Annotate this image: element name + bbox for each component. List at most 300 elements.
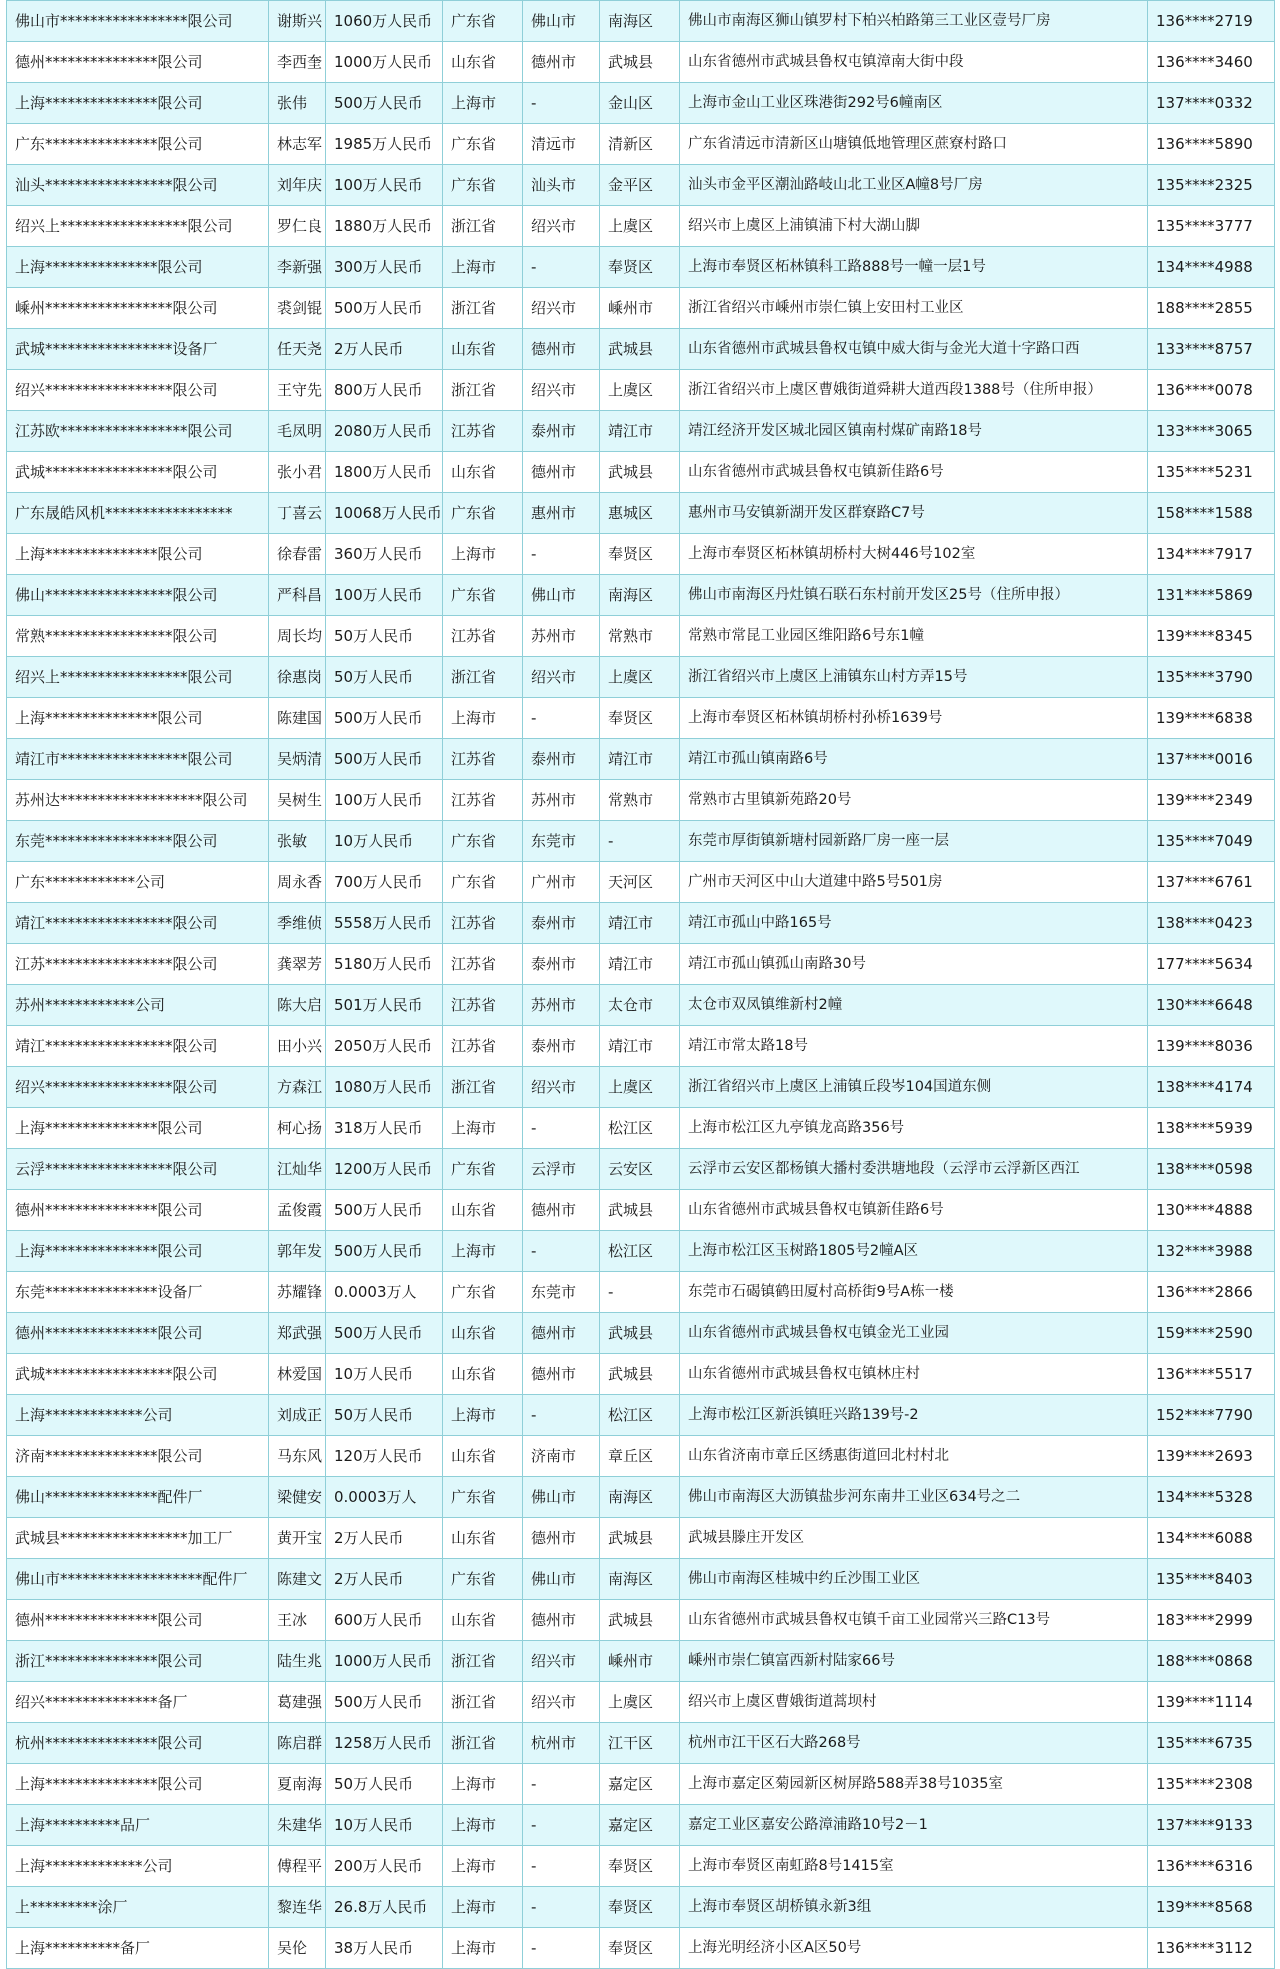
province-cell: 江苏省 bbox=[443, 985, 523, 1026]
province-cell: 山东省 bbox=[443, 1436, 523, 1477]
capital-cell: 100万人民币 bbox=[326, 575, 443, 616]
table-row bbox=[7, 1067, 1275, 1108]
table-row bbox=[7, 862, 1275, 903]
address-cell: 浙江省绍兴市嵊州市崇仁镇上安田村工业区 bbox=[680, 288, 1148, 329]
address-cell: 上海市奉贤区胡桥镇永新3组 bbox=[680, 1887, 1148, 1928]
city-cell: 东莞市 bbox=[523, 821, 600, 862]
table-row bbox=[7, 657, 1275, 698]
table-row bbox=[7, 1764, 1275, 1805]
province-cell: 广东省 bbox=[443, 575, 523, 616]
province-cell: 浙江省 bbox=[443, 1682, 523, 1723]
address-cell: 上海市松江区玉树路1805号2幢A区 bbox=[680, 1231, 1148, 1272]
capital-cell: 700万人民币 bbox=[326, 862, 443, 903]
legal-rep-cell: 夏南海 bbox=[269, 1764, 326, 1805]
capital-cell: 50万人民币 bbox=[326, 1764, 443, 1805]
district-cell: 奉贤区 bbox=[600, 1846, 680, 1887]
province-cell: 广东省 bbox=[443, 821, 523, 862]
legal-rep-cell: 方森江 bbox=[269, 1067, 326, 1108]
phone-cell: 137****0016 bbox=[1148, 739, 1275, 780]
district-cell: 武城县 bbox=[600, 329, 680, 370]
phone-cell: 188****0868 bbox=[1148, 1641, 1275, 1682]
province-cell: 上海市 bbox=[443, 1928, 523, 1969]
district-cell: 南海区 bbox=[600, 575, 680, 616]
legal-rep-cell: 周长均 bbox=[269, 616, 326, 657]
district-cell: 靖江市 bbox=[600, 411, 680, 452]
phone-cell: 152****7790 bbox=[1148, 1395, 1275, 1436]
company-cell: 苏州达*******************限公司 bbox=[7, 780, 269, 821]
province-cell: 浙江省 bbox=[443, 206, 523, 247]
province-cell: 广东省 bbox=[443, 165, 523, 206]
province-cell: 广东省 bbox=[443, 862, 523, 903]
table-row bbox=[7, 452, 1275, 493]
company-cell: 佛山市*******************配件厂 bbox=[7, 1559, 269, 1600]
province-cell: 浙江省 bbox=[443, 370, 523, 411]
city-cell: 泰州市 bbox=[523, 1026, 600, 1067]
company-cell: 佛山***************配件厂 bbox=[7, 1477, 269, 1518]
province-cell: 广东省 bbox=[443, 124, 523, 165]
company-cell: 济南***************限公司 bbox=[7, 1436, 269, 1477]
table-row bbox=[7, 329, 1275, 370]
company-cell: 上海*************公司 bbox=[7, 1395, 269, 1436]
legal-rep-cell: 陈建文 bbox=[269, 1559, 326, 1600]
table-row bbox=[7, 1354, 1275, 1395]
district-cell: 松江区 bbox=[600, 1395, 680, 1436]
phone-cell: 135****3790 bbox=[1148, 657, 1275, 698]
address-cell: 嘉定工业区嘉安公路漳浦路10号2－1 bbox=[680, 1805, 1148, 1846]
legal-rep-cell: 李西奎 bbox=[269, 42, 326, 83]
city-cell: - bbox=[523, 698, 600, 739]
province-cell: 浙江省 bbox=[443, 1641, 523, 1682]
city-cell: 汕头市 bbox=[523, 165, 600, 206]
legal-rep-cell: 孟俊霞 bbox=[269, 1190, 326, 1231]
phone-cell: 177****5634 bbox=[1148, 944, 1275, 985]
table-row bbox=[7, 1, 1275, 42]
district-cell: 嵊州市 bbox=[600, 288, 680, 329]
district-cell: 松江区 bbox=[600, 1231, 680, 1272]
table-row bbox=[7, 903, 1275, 944]
capital-cell: 200万人民币 bbox=[326, 1846, 443, 1887]
province-cell: 上海市 bbox=[443, 1805, 523, 1846]
company-cell: 武城*****************设备厂 bbox=[7, 329, 269, 370]
company-cell: 常熟*****************限公司 bbox=[7, 616, 269, 657]
company-cell: 上*********涂厂 bbox=[7, 1887, 269, 1928]
table-row bbox=[7, 370, 1275, 411]
city-cell: 泰州市 bbox=[523, 411, 600, 452]
province-cell: 广东省 bbox=[443, 1477, 523, 1518]
city-cell: 苏州市 bbox=[523, 616, 600, 657]
address-cell: 佛山市南海区桂城中约丘沙围工业区 bbox=[680, 1559, 1148, 1600]
table-row bbox=[7, 575, 1275, 616]
capital-cell: 318万人民币 bbox=[326, 1108, 443, 1149]
address-cell: 云浮市云安区都杨镇大播村委洪塘地段（云浮市云浮新区西江 bbox=[680, 1149, 1148, 1190]
legal-rep-cell: 谢斯兴 bbox=[269, 1, 326, 42]
address-cell: 靖江经济开发区城北园区镇南村煤矿南路18号 bbox=[680, 411, 1148, 452]
province-cell: 上海市 bbox=[443, 1764, 523, 1805]
phone-cell: 138****0423 bbox=[1148, 903, 1275, 944]
company-cell: 上海***************限公司 bbox=[7, 698, 269, 739]
company-cell: 上海**********品厂 bbox=[7, 1805, 269, 1846]
city-cell: 绍兴市 bbox=[523, 1067, 600, 1108]
company-cell: 上海*************公司 bbox=[7, 1846, 269, 1887]
legal-rep-cell: 徐惠岗 bbox=[269, 657, 326, 698]
legal-rep-cell: 梁健安 bbox=[269, 1477, 326, 1518]
table-row bbox=[7, 206, 1275, 247]
legal-rep-cell: 陈大启 bbox=[269, 985, 326, 1026]
district-cell: 嘉定区 bbox=[600, 1764, 680, 1805]
capital-cell: 600万人民币 bbox=[326, 1600, 443, 1641]
table-row bbox=[7, 1272, 1275, 1313]
province-cell: 上海市 bbox=[443, 1231, 523, 1272]
district-cell: 嵊州市 bbox=[600, 1641, 680, 1682]
address-cell: 常熟市古里镇新苑路20号 bbox=[680, 780, 1148, 821]
phone-cell: 136****6316 bbox=[1148, 1846, 1275, 1887]
city-cell: - bbox=[523, 247, 600, 288]
address-cell: 上海光明经济小区A区50号 bbox=[680, 1928, 1148, 1969]
table-row bbox=[7, 1518, 1275, 1559]
district-cell: 天河区 bbox=[600, 862, 680, 903]
capital-cell: 0.0003万人 bbox=[326, 1477, 443, 1518]
company-table bbox=[6, 0, 1275, 1969]
legal-rep-cell: 吴伦 bbox=[269, 1928, 326, 1969]
address-cell: 浙江省绍兴市上虞区上浦镇丘段岑104国道东侧 bbox=[680, 1067, 1148, 1108]
legal-rep-cell: 郑武强 bbox=[269, 1313, 326, 1354]
address-cell: 浙江省绍兴市上虞区曹娥街道舜耕大道西段1388号（住所申报） bbox=[680, 370, 1148, 411]
phone-cell: 130****6648 bbox=[1148, 985, 1275, 1026]
city-cell: 泰州市 bbox=[523, 903, 600, 944]
phone-cell: 135****2325 bbox=[1148, 165, 1275, 206]
province-cell: 广东省 bbox=[443, 1149, 523, 1190]
capital-cell: 500万人民币 bbox=[326, 1682, 443, 1723]
province-cell: 江苏省 bbox=[443, 780, 523, 821]
capital-cell: 1000万人民币 bbox=[326, 1641, 443, 1682]
phone-cell: 139****6838 bbox=[1148, 698, 1275, 739]
company-cell: 广东晟皓风机***************** bbox=[7, 493, 269, 534]
district-cell: 金山区 bbox=[600, 83, 680, 124]
address-cell: 上海市奉贤区柘林镇科工路888号一幢一层1号 bbox=[680, 247, 1148, 288]
district-cell: 武城县 bbox=[600, 42, 680, 83]
table-row bbox=[7, 247, 1275, 288]
legal-rep-cell: 季维侦 bbox=[269, 903, 326, 944]
legal-rep-cell: 徐春雷 bbox=[269, 534, 326, 575]
company-cell: 武城县*****************加工厂 bbox=[7, 1518, 269, 1559]
legal-rep-cell: 陈建国 bbox=[269, 698, 326, 739]
province-cell: 浙江省 bbox=[443, 288, 523, 329]
capital-cell: 2050万人民币 bbox=[326, 1026, 443, 1067]
company-cell: 嵊州*****************限公司 bbox=[7, 288, 269, 329]
city-cell: 佛山市 bbox=[523, 1477, 600, 1518]
city-cell: 苏州市 bbox=[523, 985, 600, 1026]
district-cell: 靖江市 bbox=[600, 944, 680, 985]
district-cell: 靖江市 bbox=[600, 739, 680, 780]
district-cell: 南海区 bbox=[600, 1477, 680, 1518]
district-cell: - bbox=[600, 1272, 680, 1313]
district-cell: 武城县 bbox=[600, 1354, 680, 1395]
table-row bbox=[7, 1805, 1275, 1846]
district-cell: 云安区 bbox=[600, 1149, 680, 1190]
district-cell: 奉贤区 bbox=[600, 534, 680, 575]
phone-cell: 135****3777 bbox=[1148, 206, 1275, 247]
district-cell: 武城县 bbox=[600, 452, 680, 493]
city-cell: 苏州市 bbox=[523, 780, 600, 821]
address-cell: 山东省济南市章丘区绣惠街道回北村村北 bbox=[680, 1436, 1148, 1477]
phone-cell: 135****2308 bbox=[1148, 1764, 1275, 1805]
address-cell: 上海市金山工业区珠港街292号6幢南区 bbox=[680, 83, 1148, 124]
capital-cell: 500万人民币 bbox=[326, 739, 443, 780]
table-row bbox=[7, 1846, 1275, 1887]
district-cell: 清新区 bbox=[600, 124, 680, 165]
province-cell: 山东省 bbox=[443, 329, 523, 370]
city-cell: 广州市 bbox=[523, 862, 600, 903]
address-cell: 山东省德州市武城县鲁权屯镇漳南大街中段 bbox=[680, 42, 1148, 83]
table-row bbox=[7, 165, 1275, 206]
legal-rep-cell: 张伟 bbox=[269, 83, 326, 124]
table-row bbox=[7, 821, 1275, 862]
district-cell: 太仓市 bbox=[600, 985, 680, 1026]
province-cell: 山东省 bbox=[443, 1518, 523, 1559]
district-cell: 奉贤区 bbox=[600, 1887, 680, 1928]
district-cell: 南海区 bbox=[600, 1559, 680, 1600]
province-cell: 上海市 bbox=[443, 1887, 523, 1928]
legal-rep-cell: 刘年庆 bbox=[269, 165, 326, 206]
legal-rep-cell: 王冰 bbox=[269, 1600, 326, 1641]
province-cell: 上海市 bbox=[443, 1108, 523, 1149]
table-row bbox=[7, 1026, 1275, 1067]
address-cell: 山东省德州市武城县鲁权屯镇千亩工业园常兴三路C13号 bbox=[680, 1600, 1148, 1641]
district-cell: 章丘区 bbox=[600, 1436, 680, 1477]
legal-rep-cell: 裘剑锟 bbox=[269, 288, 326, 329]
company-cell: 上海***************限公司 bbox=[7, 1108, 269, 1149]
address-cell: 山东省德州市武城县鲁权屯镇林庄村 bbox=[680, 1354, 1148, 1395]
address-cell: 靖江市孤山镇孤山南路30号 bbox=[680, 944, 1148, 985]
legal-rep-cell: 张敏 bbox=[269, 821, 326, 862]
legal-rep-cell: 吴炳清 bbox=[269, 739, 326, 780]
company-cell: 德州***************限公司 bbox=[7, 1190, 269, 1231]
company-cell: 杭州***************限公司 bbox=[7, 1723, 269, 1764]
address-cell: 佛山市南海区大沥镇盐步河东南井工业区634号之二 bbox=[680, 1477, 1148, 1518]
district-cell: - bbox=[600, 821, 680, 862]
legal-rep-cell: 黎连华 bbox=[269, 1887, 326, 1928]
company-cell: 东莞***************设备厂 bbox=[7, 1272, 269, 1313]
province-cell: 上海市 bbox=[443, 83, 523, 124]
phone-cell: 133****3065 bbox=[1148, 411, 1275, 452]
capital-cell: 1080万人民币 bbox=[326, 1067, 443, 1108]
table-row bbox=[7, 1313, 1275, 1354]
district-cell: 靖江市 bbox=[600, 903, 680, 944]
city-cell: 东莞市 bbox=[523, 1272, 600, 1313]
capital-cell: 26.8万人民币 bbox=[326, 1887, 443, 1928]
capital-cell: 10万人民币 bbox=[326, 821, 443, 862]
phone-cell: 135****6735 bbox=[1148, 1723, 1275, 1764]
city-cell: 泰州市 bbox=[523, 739, 600, 780]
city-cell: 绍兴市 bbox=[523, 1641, 600, 1682]
company-cell: 广东***************限公司 bbox=[7, 124, 269, 165]
table-row bbox=[7, 1190, 1275, 1231]
phone-cell: 137****9133 bbox=[1148, 1805, 1275, 1846]
address-cell: 杭州市江干区石大路268号 bbox=[680, 1723, 1148, 1764]
province-cell: 广东省 bbox=[443, 493, 523, 534]
address-cell: 惠州市马安镇新湖开发区群寮路C7号 bbox=[680, 493, 1148, 534]
table-row bbox=[7, 124, 1275, 165]
table-row bbox=[7, 1108, 1275, 1149]
province-cell: 上海市 bbox=[443, 1846, 523, 1887]
table-row bbox=[7, 1477, 1275, 1518]
capital-cell: 300万人民币 bbox=[326, 247, 443, 288]
capital-cell: 100万人民币 bbox=[326, 165, 443, 206]
city-cell: 绍兴市 bbox=[523, 370, 600, 411]
address-cell: 嵊州市崇仁镇富西新村陆家66号 bbox=[680, 1641, 1148, 1682]
address-cell: 上海市奉贤区南虹路8号1415室 bbox=[680, 1846, 1148, 1887]
district-cell: 常熟市 bbox=[600, 780, 680, 821]
table-row bbox=[7, 1436, 1275, 1477]
district-cell: 上虞区 bbox=[600, 206, 680, 247]
company-cell: 德州***************限公司 bbox=[7, 1600, 269, 1641]
district-cell: 奉贤区 bbox=[600, 247, 680, 288]
district-cell: 南海区 bbox=[600, 1, 680, 42]
legal-rep-cell: 郭年发 bbox=[269, 1231, 326, 1272]
table-row bbox=[7, 1231, 1275, 1272]
phone-cell: 183****2999 bbox=[1148, 1600, 1275, 1641]
table-row bbox=[7, 1149, 1275, 1190]
province-cell: 江苏省 bbox=[443, 1026, 523, 1067]
company-cell: 广东************公司 bbox=[7, 862, 269, 903]
capital-cell: 0.0003万人 bbox=[326, 1272, 443, 1313]
city-cell: 佛山市 bbox=[523, 1, 600, 42]
address-cell: 浙江省绍兴市上虞区上浦镇东山村方弄15号 bbox=[680, 657, 1148, 698]
capital-cell: 500万人民币 bbox=[326, 83, 443, 124]
district-cell: 常熟市 bbox=[600, 616, 680, 657]
table-row bbox=[7, 1682, 1275, 1723]
address-cell: 太仓市双凤镇维新村2幢 bbox=[680, 985, 1148, 1026]
city-cell: 绍兴市 bbox=[523, 1682, 600, 1723]
legal-rep-cell: 朱建华 bbox=[269, 1805, 326, 1846]
district-cell: 金平区 bbox=[600, 165, 680, 206]
capital-cell: 1200万人民币 bbox=[326, 1149, 443, 1190]
city-cell: 德州市 bbox=[523, 329, 600, 370]
phone-cell: 138****0598 bbox=[1148, 1149, 1275, 1190]
address-cell: 广州市天河区中山大道建中路5号501房 bbox=[680, 862, 1148, 903]
province-cell: 上海市 bbox=[443, 534, 523, 575]
city-cell: 清远市 bbox=[523, 124, 600, 165]
capital-cell: 1258万人民币 bbox=[326, 1723, 443, 1764]
city-cell: 绍兴市 bbox=[523, 288, 600, 329]
legal-rep-cell: 丁喜云 bbox=[269, 493, 326, 534]
address-cell: 绍兴市上虞区上浦镇浦下村大湖山脚 bbox=[680, 206, 1148, 247]
capital-cell: 1800万人民币 bbox=[326, 452, 443, 493]
address-cell: 山东省德州市武城县鲁权屯镇新佳路6号 bbox=[680, 452, 1148, 493]
city-cell: - bbox=[523, 1395, 600, 1436]
capital-cell: 2万人民币 bbox=[326, 1518, 443, 1559]
city-cell: 德州市 bbox=[523, 1600, 600, 1641]
legal-rep-cell: 陆生兆 bbox=[269, 1641, 326, 1682]
province-cell: 江苏省 bbox=[443, 903, 523, 944]
company-cell: 浙江***************限公司 bbox=[7, 1641, 269, 1682]
phone-cell: 136****2866 bbox=[1148, 1272, 1275, 1313]
legal-rep-cell: 林爱国 bbox=[269, 1354, 326, 1395]
capital-cell: 2万人民币 bbox=[326, 329, 443, 370]
phone-cell: 136****5517 bbox=[1148, 1354, 1275, 1395]
city-cell: 德州市 bbox=[523, 1313, 600, 1354]
province-cell: 山东省 bbox=[443, 1190, 523, 1231]
province-cell: 上海市 bbox=[443, 698, 523, 739]
legal-rep-cell: 陈启群 bbox=[269, 1723, 326, 1764]
legal-rep-cell: 张小君 bbox=[269, 452, 326, 493]
company-cell: 东莞*****************限公司 bbox=[7, 821, 269, 862]
province-cell: 山东省 bbox=[443, 1600, 523, 1641]
province-cell: 广东省 bbox=[443, 1272, 523, 1313]
phone-cell: 134****6088 bbox=[1148, 1518, 1275, 1559]
city-cell: 济南市 bbox=[523, 1436, 600, 1477]
company-cell: 上海***************限公司 bbox=[7, 1764, 269, 1805]
district-cell: 松江区 bbox=[600, 1108, 680, 1149]
city-cell: 德州市 bbox=[523, 452, 600, 493]
capital-cell: 500万人民币 bbox=[326, 1313, 443, 1354]
table-row bbox=[7, 411, 1275, 452]
legal-rep-cell: 傅程平 bbox=[269, 1846, 326, 1887]
address-cell: 佛山市南海区狮山镇罗村下柏兴柏路第三工业区壹号厂房 bbox=[680, 1, 1148, 42]
address-cell: 上海市松江区新浜镇旺兴路139号-2 bbox=[680, 1395, 1148, 1436]
phone-cell: 137****6761 bbox=[1148, 862, 1275, 903]
district-cell: 上虞区 bbox=[600, 370, 680, 411]
company-cell: 苏州************公司 bbox=[7, 985, 269, 1026]
province-cell: 广东省 bbox=[443, 1559, 523, 1600]
city-cell: 德州市 bbox=[523, 42, 600, 83]
province-cell: 浙江省 bbox=[443, 657, 523, 698]
phone-cell: 136****3112 bbox=[1148, 1928, 1275, 1969]
table-row bbox=[7, 42, 1275, 83]
table-row bbox=[7, 1559, 1275, 1600]
city-cell: 德州市 bbox=[523, 1518, 600, 1559]
company-cell: 上海**********备厂 bbox=[7, 1928, 269, 1969]
capital-cell: 5180万人民币 bbox=[326, 944, 443, 985]
phone-cell: 133****8757 bbox=[1148, 329, 1275, 370]
legal-rep-cell: 林志军 bbox=[269, 124, 326, 165]
address-cell: 佛山市南海区丹灶镇石联石东村前开发区25号（住所申报） bbox=[680, 575, 1148, 616]
company-cell: 绍兴*****************限公司 bbox=[7, 370, 269, 411]
capital-cell: 2万人民币 bbox=[326, 1559, 443, 1600]
table-row bbox=[7, 1641, 1275, 1682]
city-cell: 惠州市 bbox=[523, 493, 600, 534]
company-cell: 江苏欧*****************限公司 bbox=[7, 411, 269, 452]
city-cell: 绍兴市 bbox=[523, 206, 600, 247]
province-cell: 江苏省 bbox=[443, 739, 523, 780]
address-cell: 常熟市常昆工业园区维阳路6号东1幢 bbox=[680, 616, 1148, 657]
province-cell: 上海市 bbox=[443, 247, 523, 288]
table-row bbox=[7, 944, 1275, 985]
capital-cell: 2080万人民币 bbox=[326, 411, 443, 452]
legal-rep-cell: 周永香 bbox=[269, 862, 326, 903]
capital-cell: 38万人民币 bbox=[326, 1928, 443, 1969]
phone-cell: 136****0078 bbox=[1148, 370, 1275, 411]
legal-rep-cell: 田小兴 bbox=[269, 1026, 326, 1067]
company-cell: 佛山市*****************限公司 bbox=[7, 1, 269, 42]
province-cell: 浙江省 bbox=[443, 1723, 523, 1764]
company-cell: 上海***************限公司 bbox=[7, 1231, 269, 1272]
address-cell: 山东省德州市武城县鲁权屯镇中威大街与金光大道十字路口西 bbox=[680, 329, 1148, 370]
city-cell: 绍兴市 bbox=[523, 657, 600, 698]
table-row bbox=[7, 1928, 1275, 1969]
phone-cell: 136****3460 bbox=[1148, 42, 1275, 83]
company-cell: 靖江*****************限公司 bbox=[7, 903, 269, 944]
district-cell: 上虞区 bbox=[600, 1067, 680, 1108]
table-row bbox=[7, 534, 1275, 575]
province-cell: 广东省 bbox=[443, 1, 523, 42]
phone-cell: 139****8568 bbox=[1148, 1887, 1275, 1928]
district-cell: 江干区 bbox=[600, 1723, 680, 1764]
capital-cell: 1985万人民币 bbox=[326, 124, 443, 165]
capital-cell: 500万人民币 bbox=[326, 1231, 443, 1272]
phone-cell: 134****7917 bbox=[1148, 534, 1275, 575]
legal-rep-cell: 龚翠芳 bbox=[269, 944, 326, 985]
